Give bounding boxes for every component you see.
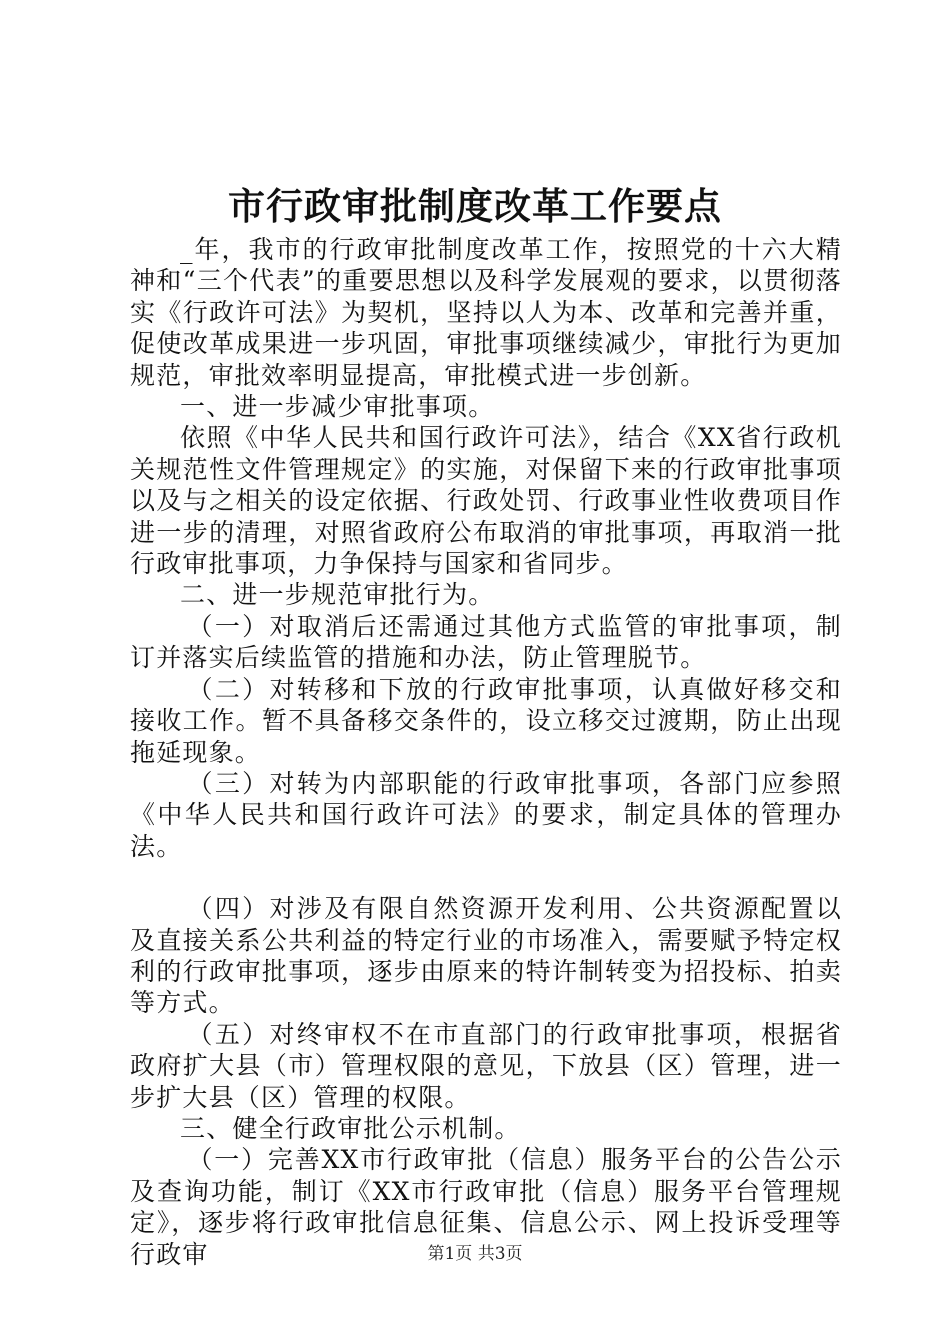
section-3-item-1: （一）完善XX市行政审批（信息）服务平台的公告公示及查询功能，制订《XX市行政审批（信息）服务平台管理规定》，逐步将行政审批信息征集、信息公示、网上投诉受理等行政审 — [130, 1145, 842, 1269]
intro-paragraph: _年，我市的行政审批制度改革工作，按照党的十六大精神和“三个代表”的重要思想以及科学发展观的要求，以贯彻落实《行政许可法》为契机，坚持以人为本、改革和完善并重，促使改革成果进一步巩固，审批事项继续减少，审批行为更加规范，审批效率明显提高，审批模式进一步创新。 — [130, 235, 842, 390]
section-2-item-2: （二）对转移和下放的行政审批事项，认真做好移交和接收工作。暂不具备移交条件的，设立移交过渡期，防止出现拖延现象。 — [130, 674, 842, 767]
section-heading-1: 一、进一步减少审批事项。 — [180, 392, 495, 422]
document-title: 市行政审批制度改革工作要点 — [228, 184, 722, 228]
section-heading-3: 三、健全行政审批公示机制。 — [180, 1113, 521, 1143]
page-number: 第1页 共3页 — [427, 1244, 523, 1264]
section-heading-2: 二、进一步规范审批行为。 — [180, 580, 495, 610]
section-1-paragraph: 依照《中华人民共和国行政许可法》，结合《XX省行政机关规范性文件管理规定》的实施，对保留下来的行政审批事项以及与之相关的设定依据、行政处罚、行政事业性收费项目作进一步的清理，对照省政府公布取消的审批事项，再取消一批行政审批事项，力争保持与国家和省同步。 — [130, 423, 842, 579]
section-2-item-3: （三）对转为内部职能的行政审批事项，各部门应参照《中华人民共和国行政许可法》的要求，制定具体的管理办法。 — [130, 768, 842, 861]
section-2-item-5: （五）对终审权不在市直部门的行政审批事项，根据省政府扩大县（市）管理权限的意见，下放县（区）管理，进一步扩大县（区）管理的权限。 — [130, 1019, 842, 1112]
section-2-item-1: （一）对取消后还需通过其他方式监管的审批事项，制订并落实后续监管的措施和办法，防止管理脱节。 — [130, 611, 842, 673]
section-2-item-4: （四）对涉及有限自然资源开发利用、公共资源配置以及直接关系公共利益的特定行业的市场准入，需要赋予特定权利的行政审批事项，逐步由原来的特许制转变为招投标、拍卖等方式。 — [130, 894, 842, 1018]
document-body — [130, 234, 842, 1270]
